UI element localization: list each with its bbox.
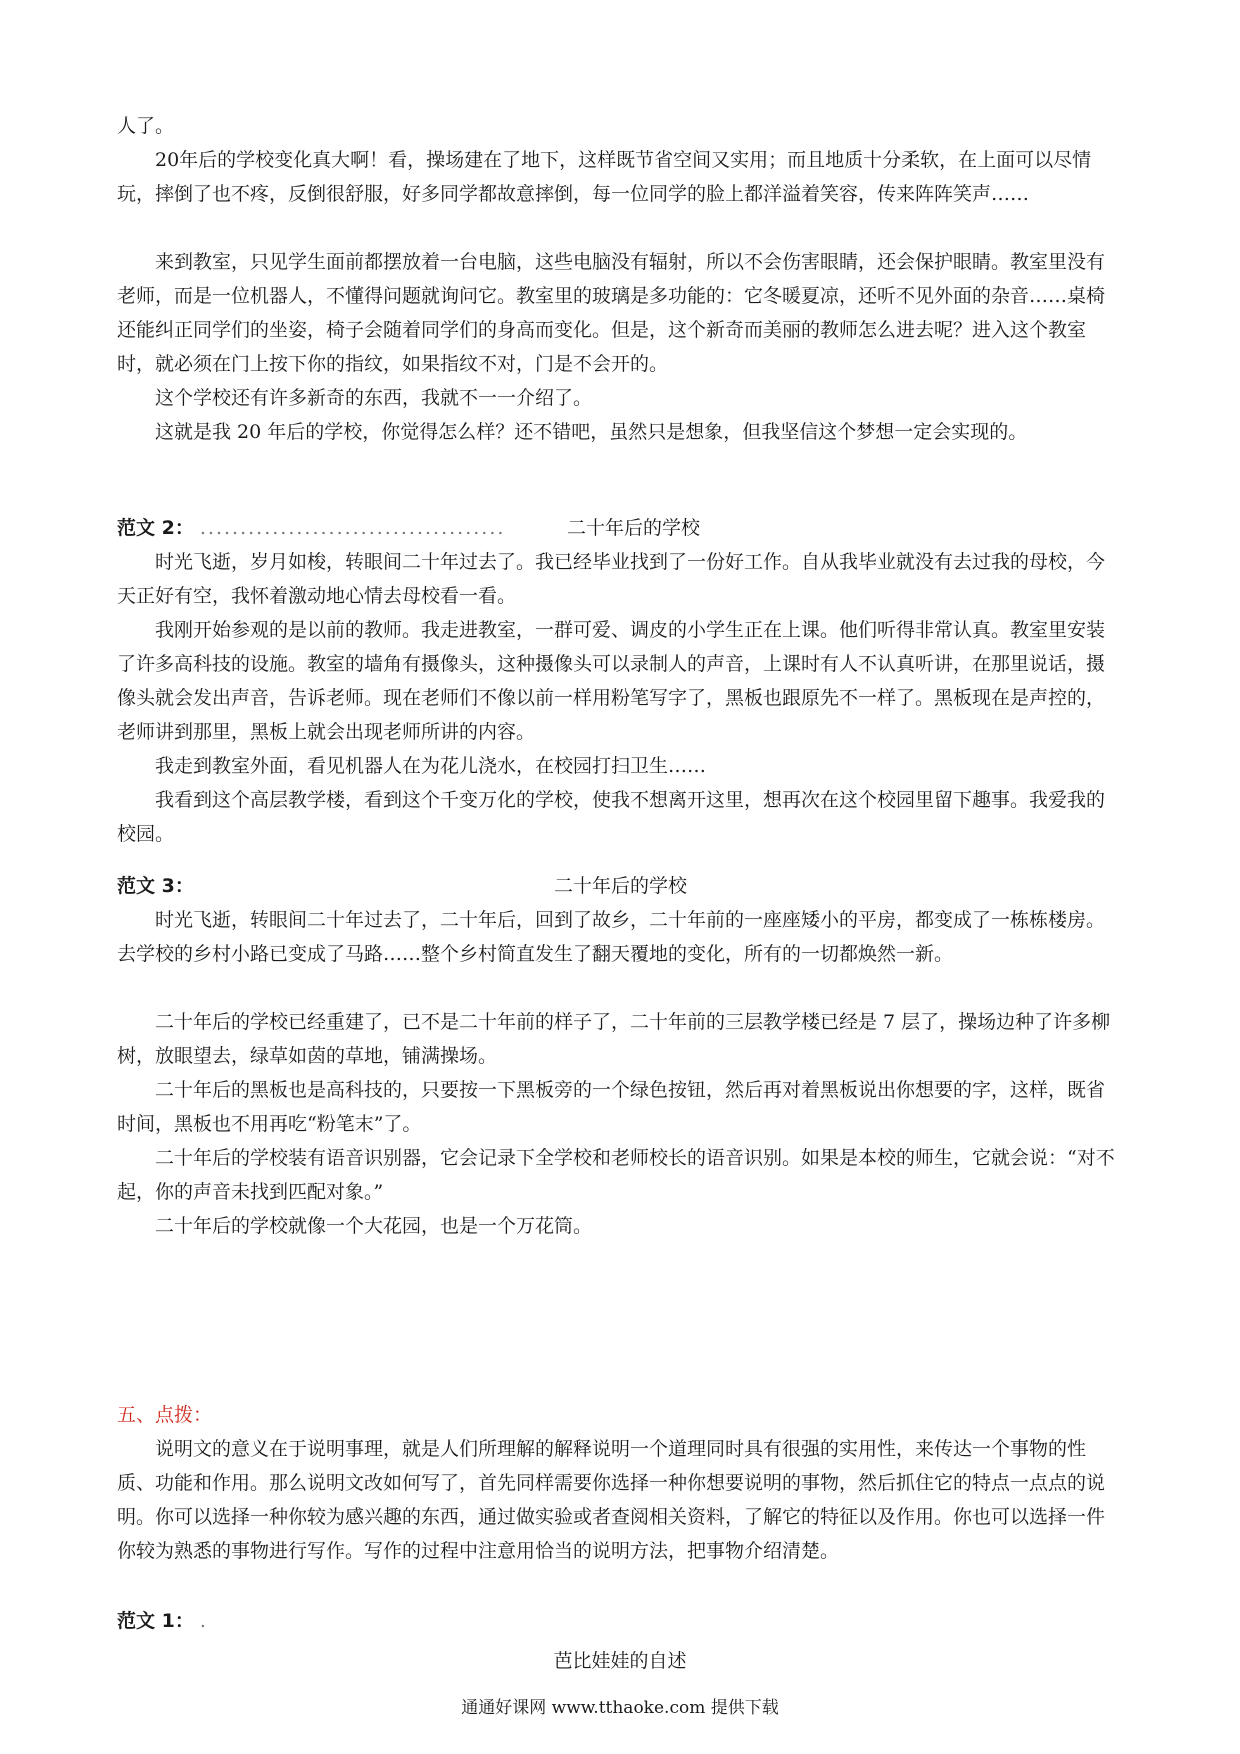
paragraph: 我走到教室外面，看见机器人在为花儿浇水，在校园打扫卫生…… [155, 755, 707, 777]
paragraph: 二十年后的学校装有语音识别器，它会记录下全学校和老师校长的语音识别。如果是本校的师生，它就会说：“对不起，你的声音未找到匹配对象。” [117, 1147, 1115, 1203]
essay-label: 范文 3： [117, 875, 194, 897]
paragraph: 二十年后的学校就像一个大花园，也是一个万花筒。 [155, 1215, 593, 1237]
paragraph: 时光飞逝，转眼间二十年过去了，二十年后，回到了故乡，二十年前的一座座矮小的平房，都变成了一栋栋楼房。去学校的乡村小路已变成了马路……整个乡村简直发生了翻天覆地的变化，所有的一切都焕然一新。 [117, 909, 1106, 965]
footer-text: 通通好课网 www.tthaoke.com 提供下载 [461, 1698, 779, 1718]
essay-title: 芭比娃娃的自述 [553, 1650, 687, 1672]
leader-dots: ...................................... [199, 517, 506, 539]
essay-title: 二十年后的学校 [554, 875, 688, 897]
section-heading: 五、点拨： [117, 1404, 213, 1426]
essay-label: 范文 2： [117, 517, 194, 539]
paragraph: 20年后的学校变化真大啊！看，操场建在了地下，这样既节省空间又实用；而且地质十分柔软，在上面可以尽情玩，摔倒了也不疼，反倒很舒服，好多同学都故意摔倒，每一位同学的脸上都洋溢着笑容，传来阵阵笑声…… [117, 149, 1092, 205]
essay-label: 范文 1： [117, 1610, 194, 1632]
paragraph: 二十年后的黑板也是高科技的，只要按一下黑板旁的一个绿色按钮，然后再对着黑板说出你想要的字，这样，既省时间，黑板也不用再吃“粉笔末”了。 [117, 1079, 1106, 1135]
essay-1-heading [117, 1604, 1122, 1638]
paragraph: 人了。 [117, 115, 175, 137]
paragraph: 这就是我 20 年后的学校，你觉得怎么样？还不错吧，虽然只是想象，但我坚信这个梦想一定会实现的。 [155, 421, 1028, 443]
essay-2-heading [117, 511, 1122, 545]
paragraph: 我看到这个高层教学楼，看到这个千变万化的学校，使我不想离开这里，想再次在这个校园里留下趣事。我爱我的校园。 [117, 789, 1106, 845]
paragraph: 二十年后的学校已经重建了，已不是二十年前的样子了，二十年前的三层教学楼已经是 7 层了，操场边种了许多柳树，放眼望去，绿草如茵的草地，铺满操场。 [117, 1011, 1111, 1067]
paragraph: 时光飞逝，岁月如梭，转眼间二十年过去了。我已经毕业找到了一份好工作。自从我毕业就没有去过我的母校，今天正好有空，我怀着激动地心情去母校看一看。 [117, 551, 1106, 607]
paragraph: 这个学校还有许多新奇的东西，我就不一一介绍了。 [155, 387, 593, 409]
paragraph: 说明文的意义在于说明事理，就是人们所理解的解释说明一个道理同时具有很强的实用性，来传达一个事物的性质、功能和作用。那么说明文改如何写了，首先同样需要你选择一种你想要说明的事物，然后抓住它的特点一点点的说明。你可以选择一种你较为感兴趣的东西，通过做实验或者查阅相关资料，了解它的特征以及作用。你也可以选择一件你较为熟悉的事物进行写作。写作的过程中注意用恰当的说明方法，把事物介绍清楚。 [117, 1438, 1106, 1562]
leader-dots: . [199, 1610, 206, 1632]
essay-title: 二十年后的学校 [567, 517, 701, 539]
essay-3-heading [117, 869, 1122, 903]
paragraph: 来到教室，只见学生面前都摆放着一台电脑，这些电脑没有辐射，所以不会伤害眼睛，还会保护眼睛。教室里没有老师，而是一位机器人，不懂得问题就询问它。教室里的玻璃是多功能的：它冬暖夏凉，还听不见外面的杂音……桌椅还能纠正同学们的坐姿，椅子会随着同学们的身高而变化。但是，这个新奇而美丽的教师怎么进去呢？进入这个教室时，就必须在门上按下你的指纹，如果指纹不对，门是不会开的。 [117, 251, 1106, 375]
paragraph: 我刚开始参观的是以前的教师。我走进教室，一群可爱、调皮的小学生正在上课。他们听得非常认真。教室里安装了许多高科技的设施。教室的墙角有摄像头，这种摄像头可以录制人的声音，上课时有人不认真听讲，在那里说话，摄像头就会发出声音，告诉老师。现在老师们不像以前一样用粉笔写字了，黑板也跟原先不一样了。黑板现在是声控的，老师讲到那里，黑板上就会出现老师所讲的内容。 [117, 619, 1106, 743]
